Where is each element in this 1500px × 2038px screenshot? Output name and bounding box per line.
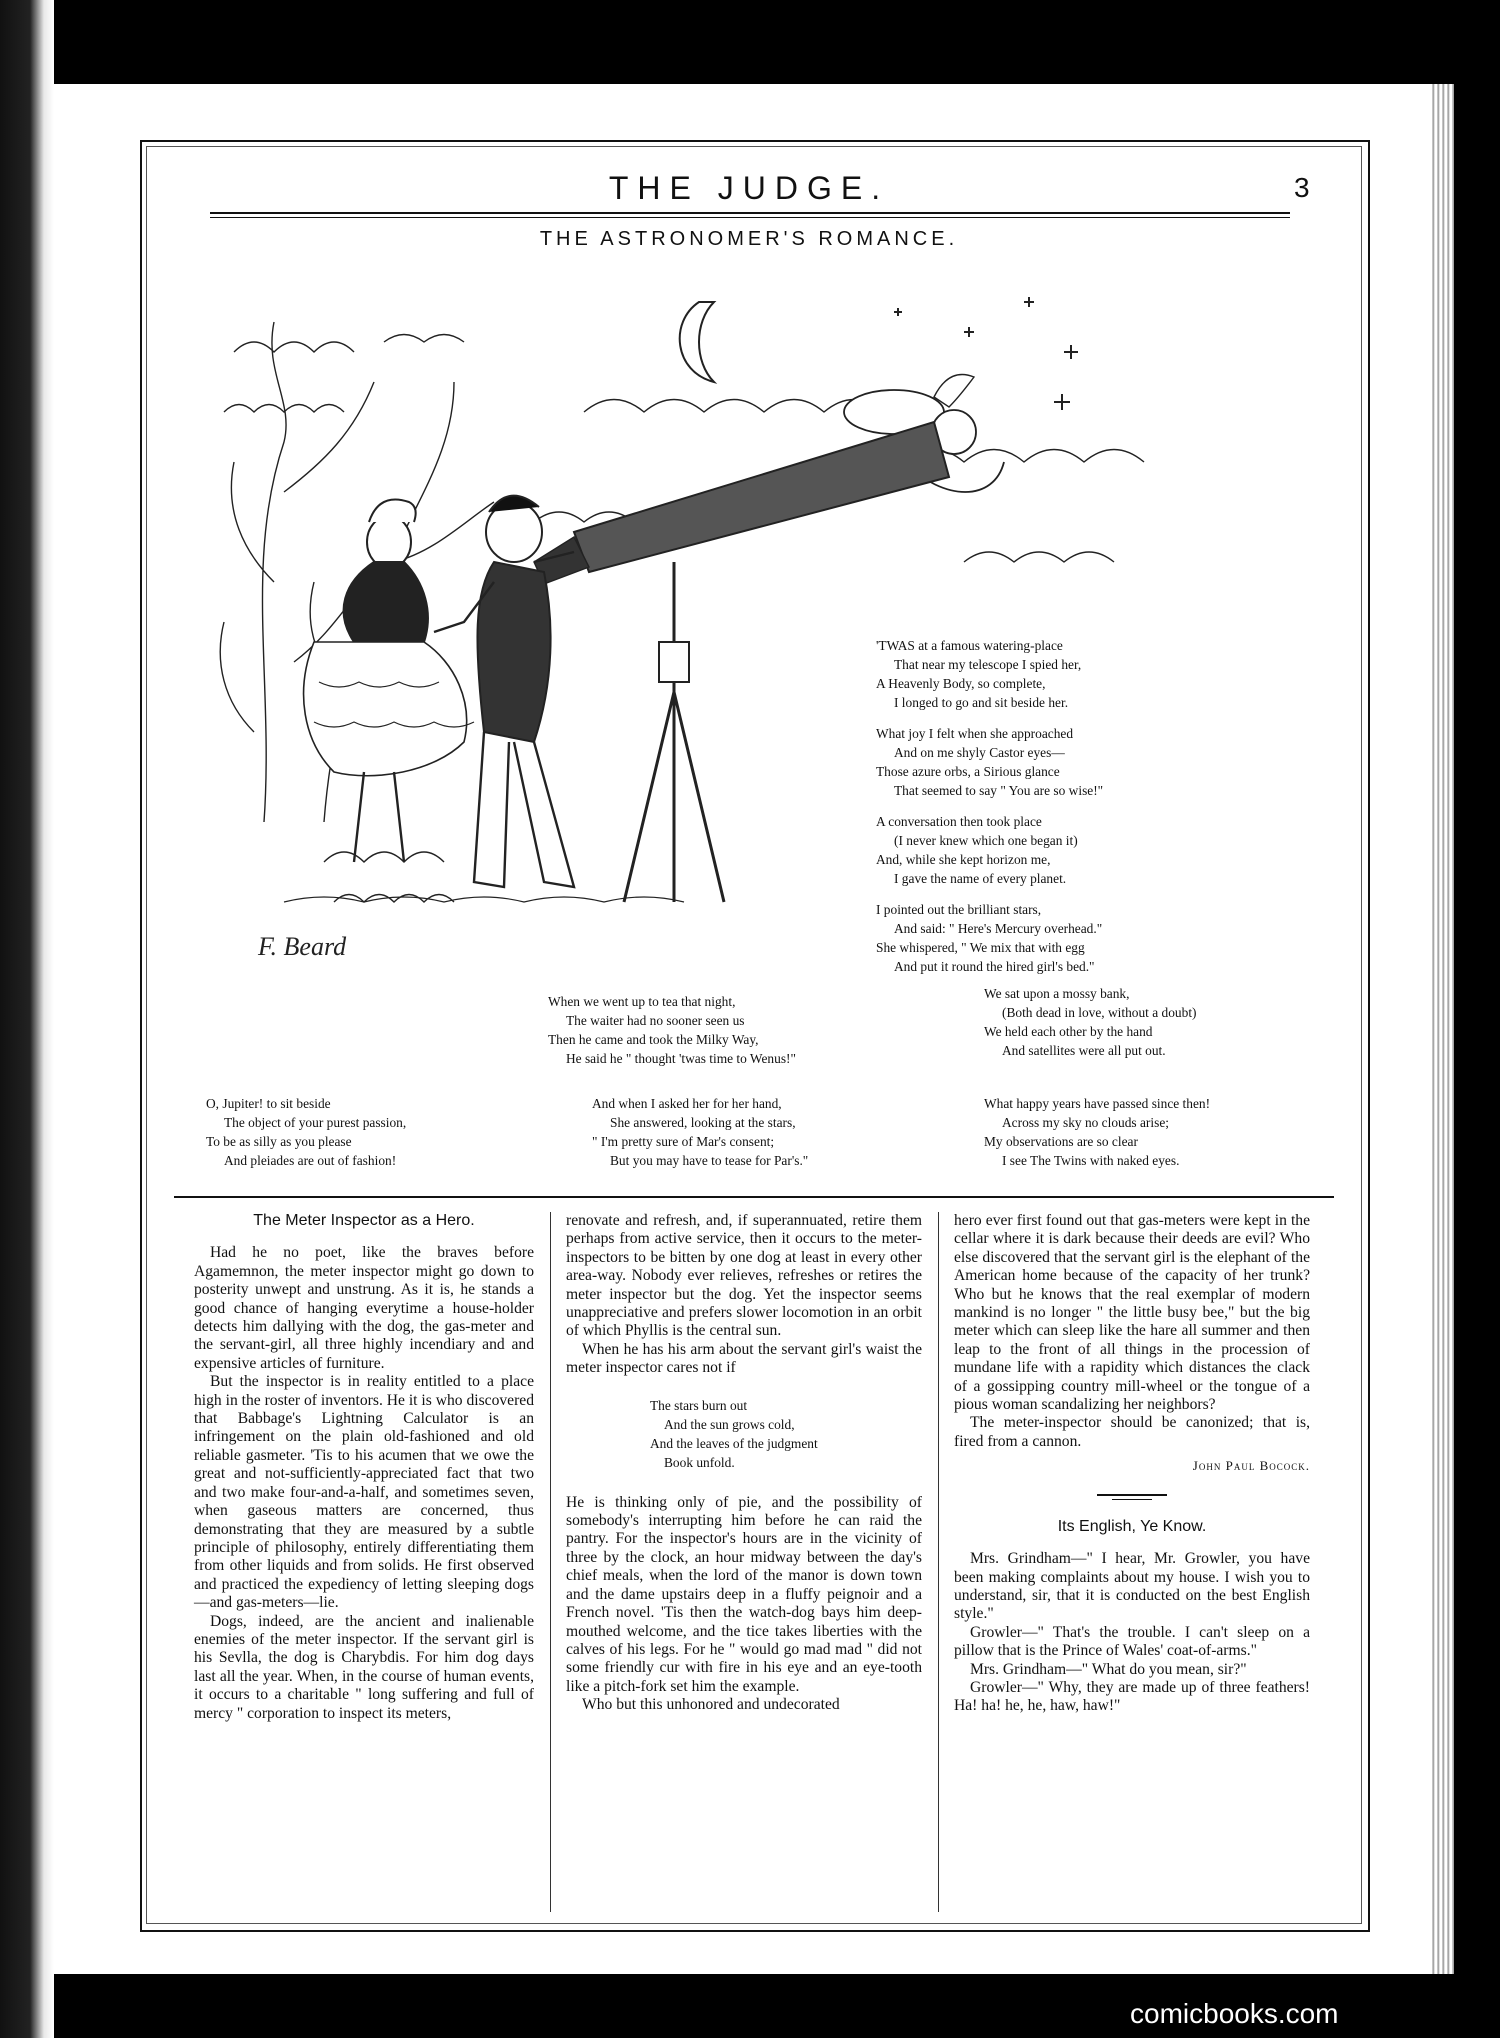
poem-line: The waiter had no sooner seen us [566, 1013, 745, 1028]
poem-bottom-mid-stanza [592, 1094, 932, 1182]
poem-line: She whispered, " We mix that with egg [876, 940, 1085, 955]
poem-line: And, while she kept horizon me, [876, 852, 1051, 867]
masthead-rule-thin [210, 217, 1290, 218]
poem-line: That seemed to say " You are so wise!" [894, 783, 1104, 798]
article-byline: John Paul Bocock. [1192, 1458, 1310, 1474]
verse-quote [650, 1396, 922, 1472]
article-paragraph: The meter-inspector should be canonized; that is, fired from a cannon. [954, 1414, 1310, 1450]
cartoon-title: THE ASTRONOMER'S ROMANCE. [539, 228, 959, 250]
article-paragraph: Mrs. Grindham—" What do you mean, sir?" [970, 1660, 1247, 1678]
verse-line: And the leaves of the judgment [650, 1435, 818, 1451]
poem-bottom-left-stanza [206, 1094, 506, 1182]
article-paragraph: Dogs, indeed, are the ancient and inalienable enemies of the meter inspector. If the servant girl is his Sevlla, the dog is Charybdis. For him dog days last all the year. When, in the course of human events, it occurs to a charitable " long suffering and full of mercy " corporation to inspect its meters, [194, 1612, 534, 1722]
column-rule [938, 1212, 939, 1912]
article-column-3 [954, 1212, 1310, 1716]
verse-line: And the sun grows cold, [664, 1416, 795, 1432]
poem-line: Then he came and took the Milky Way, [548, 1032, 759, 1047]
poem-line: A conversation then took place [876, 814, 1042, 829]
poem-stanza [876, 724, 1236, 800]
poem-line: She answered, looking at the stars, [610, 1115, 796, 1130]
poem-line: And when I asked her for her hand, [592, 1096, 782, 1111]
article-paragraph: Growler—" That's the trouble. I can't sleep on a pillow that is the Prince of Wales' coat-of-arms." [954, 1623, 1310, 1660]
poem-line: To be as silly as you please [206, 1134, 352, 1149]
masthead-rule [210, 212, 1290, 214]
separator-rule-thin [1112, 1499, 1152, 1500]
poem-line: I gave the name of every planet. [894, 871, 1067, 886]
article-paragraph: Who but this unhonored and undecorated [582, 1696, 840, 1714]
poem-line: When we went up to tea that night, [548, 994, 736, 1009]
poem-stanza [876, 900, 1236, 976]
poem-far-right-stanza [984, 984, 1344, 1072]
poem-line: A Heavenly Body, so complete, [876, 676, 1046, 691]
scan-left-edge [0, 0, 54, 2038]
poem-line: Those azure orbs, a Sirious glance [876, 764, 1060, 779]
poem-line: I pointed out the brilliant stars, [876, 902, 1042, 917]
artist-signature: F. Beard [258, 932, 347, 961]
poem-line: And said: " Here's Mercury overhead." [894, 921, 1103, 936]
poem-line: We held each other by the hand [984, 1024, 1153, 1039]
article-paragraph: renovate and refresh, and, if superannuated, retire them perhaps from active service, then it occurs to the meter-inspectors to be bitten by one dog at least in every other area-way. Nobody ever relieves, refreshes or retires the meter inspector but the dog. Yet the inspector seems unappreciative and prefers slower locomotion in an orbit of which Phyllis is the central sun. [566, 1212, 922, 1340]
poem-line: (I never knew which one began it) [894, 833, 1078, 848]
poem-line: I longed to go and sit beside her. [894, 695, 1069, 710]
article-title: Its English, Ye Know. [1057, 1517, 1207, 1535]
article-paragraph: Mrs. Grindham—" I hear, Mr. Growler, you have been making complaints about my house. I wish you to understand, sir, that it is conducted on the best English style." [954, 1550, 1310, 1623]
poem-line: And put it round the hired girl's bed." [894, 959, 1095, 974]
column-rule [550, 1212, 551, 1912]
poem-line: My observations are so clear [984, 1134, 1138, 1149]
poem-right-column [876, 636, 1236, 988]
poem-line: The object of your purest passion, [224, 1115, 407, 1130]
magazine-page [54, 84, 1444, 1974]
poem-line: " I'm pretty sure of Mar's consent; [592, 1134, 775, 1149]
article-title: The Meter Inspector as a Hero. [253, 1212, 475, 1229]
site-watermark: comicbooks.com [1130, 1998, 1339, 2029]
verse-line: The stars burn out [650, 1397, 748, 1413]
verse-line: Book unfold. [664, 1454, 735, 1470]
poem-line: That near my telescope I spied her, [894, 657, 1082, 672]
poem-line: He said he " thought 'twas time to Wenus!" [566, 1051, 796, 1066]
article-paragraph: But the inspector is in reality entitled to a place high in the roster of inventors. He it is who discovered that Babbage's Lightning Calculator is an infringement on the plain old-fashioned and old reliable gasmeter. 'Tis to his acumen that we owe the great and not-sufficiently-appreciated fact that two and two make four-and-a-half, and sometimes seven, when gaseous matters are concerned, thus demonstrating that they are measured by a subtle principle of philosophy, entirely differentiating them from other liquids and from solids. He first observed and practiced the expediency of letting sleeping dogs—and gas-meters—lie. [194, 1373, 534, 1612]
article-paragraph: Growler—" Why, they are made up of three feathers! Ha! ha! he, he, haw, haw!" [954, 1678, 1310, 1715]
article-column-2 [566, 1212, 922, 1715]
article-paragraph: He is thinking only of pie, and the possibility of somebody's interrupting him before he can raid the pantry. For the inspector's hours are in the vicinity of three by the clock, an hour midway between the day's chief meals, when the lord of the manor is down town and the dame upstairs deep in a fluffy peignoir and a French novel. 'Tis then the watch-dog bays him deep-mouthed welcome, and the tice takes liberties with the calves of his legs. For he " would go mad mad " did not some friendly cur with fire in his eye and an eye-tooth like a pitch-fork set him the example. [566, 1493, 922, 1695]
poem-stanza [876, 812, 1236, 888]
poem-line: Across my sky no clouds arise; [1002, 1115, 1169, 1130]
poem-line: And on me shyly Castor eyes— [894, 745, 1065, 760]
section-divider [174, 1196, 1334, 1198]
poem-mid-stanza [548, 992, 908, 1080]
poem-line: But you may have to tease for Par's." [610, 1153, 809, 1168]
poem-line: We sat upon a mossy bank, [984, 986, 1130, 1001]
poem-line: 'TWAS at a famous watering-place [876, 638, 1063, 653]
poem-line: And pleiades are out of fashion! [224, 1153, 397, 1168]
scan-right-edge [1430, 84, 1454, 1974]
poem-line: And satellites were all put out. [1002, 1043, 1166, 1058]
poem-line: What joy I felt when she approached [876, 726, 1074, 741]
article-column-1 [194, 1212, 534, 1723]
poem-bottom-right-stanza [984, 1094, 1324, 1182]
page-number: 3 [1294, 172, 1310, 203]
article-paragraph: hero ever first found out that gas-meters were kept in the cellar where it is dark because their deeds are evil? Who else discovered that the servant girl is the elephant of the American home because of the capacity of her trunk? Who but he knows that the real exemplar of modern mankind is no longer " the little busy bee," but the big meter which can sleep like the hare all summer and then leap to the front of all things in the procession of mundane life with a rapidity which distances the clack of a gossipping country mill-wheel or the tongue of a pious woman scandalizing her neighbors? [954, 1212, 1310, 1414]
article-paragraph: Had he no poet, like the braves before Agamemnon, the meter inspector might go down to posterity unwept and unstrung. As it is, he stands a good chance of hanging everytime a house-holder detects him dallying with the dog, the gas-meter and the servant-girl, all three highly incendiary and and expensive articles of furniture. [194, 1244, 534, 1372]
separator-rule [1097, 1494, 1167, 1496]
poem-stanza [876, 636, 1236, 712]
poem-line: What happy years have passed since then! [984, 1096, 1211, 1111]
poem-line: I see The Twins with naked eyes. [1002, 1153, 1180, 1168]
masthead-title: THE JUDGE. [608, 170, 890, 206]
article-paragraph: When he has his arm about the servant girl's waist the meter inspector cares not if [566, 1340, 922, 1377]
poem-line: O, Jupiter! to sit beside [206, 1096, 331, 1111]
poem-line: (Both dead in love, without a doubt) [1002, 1005, 1197, 1020]
